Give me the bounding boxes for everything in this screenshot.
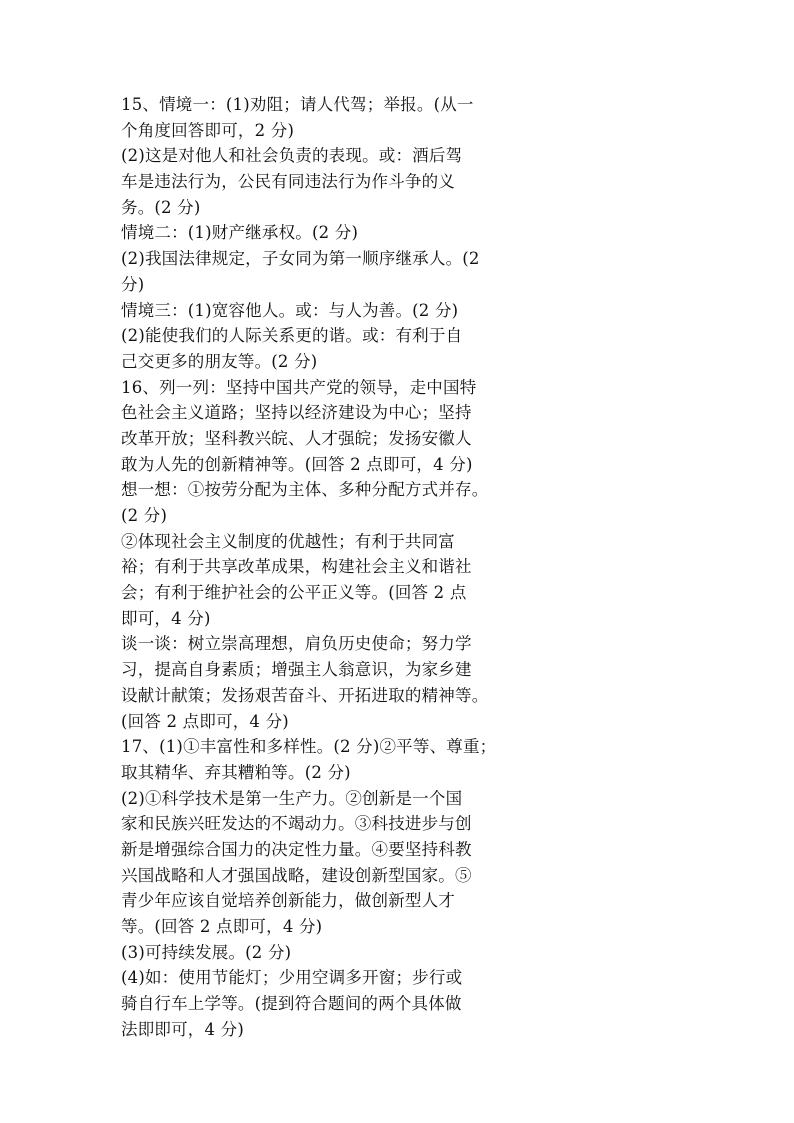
text-line: 青少年应该自觉培养创新能力，做创新型人才: [121, 891, 455, 911]
answer-text-block: [121, 92, 497, 1042]
text-line: (2)这是对他人和社会负责的表现。或：酒后驾: [121, 146, 463, 166]
text-line: 分): [121, 274, 145, 294]
text-line: 车是违法行为，公民有同违法行为作斗争的义: [121, 172, 455, 192]
text-line: 兴国战略和人才强国战略，建设创新型国家。⑤: [121, 865, 472, 885]
text-line: 17、(1)①丰富性和多样性。(2 分)②平等、尊重；: [121, 737, 497, 757]
text-line: (2 分): [121, 506, 168, 525]
text-line: 敢为人先的创新精神等。(回答 2 点即可，4 分): [121, 454, 473, 474]
text-line: 骑自行车上学等。(提到符合题间的两个具体做: [121, 994, 462, 1014]
text-line: 取其精华、弃其糟粕等。(2 分): [121, 762, 351, 782]
text-line: 裕；有利于共享改革成果，构建社会主义和谐社: [121, 557, 472, 577]
text-line: 务。(2 分): [121, 197, 201, 217]
text-line: (3)可持续发展。(2 分): [121, 942, 292, 962]
text-line: 谈一谈：树立崇高理想，肩负历史使命；努力学: [121, 634, 472, 654]
text-line: 想一想：①按劳分配为主体、多种分配方式并存。: [121, 480, 489, 500]
text-line: (2)能使我们的人际关系更的谐。或：有利于自: [121, 326, 463, 346]
text-line: 己交更多的朋友等。(2 分): [121, 351, 318, 371]
text-line: 改革开放；坚科教兴皖、人才强皖；发扬安徽人: [121, 428, 472, 448]
text-line: 色社会主义道路；坚持以经济建设为中心；坚持: [121, 403, 472, 423]
text-line: 15、情境一：(1)劝阻；请人代驾；举报。(从一: [121, 95, 474, 114]
text-line: (2)我国法律规定，子女同为第一顺序继承人。(2: [121, 249, 480, 269]
text-line: (4)如：使用节能灯；少用空调多开窗；步行或: [121, 968, 463, 988]
text-line: 习，提高自身素质；增强主人翁意识，为家乡建: [121, 660, 472, 680]
text-line: ②体现社会主义制度的优越性；有利于共同富: [121, 531, 455, 551]
text-line: 个角度回答即可，2 分): [121, 120, 295, 140]
text-line: (2)①科学技术是第一生产力。②创新是一个国: [121, 788, 463, 808]
text-line: 即可，4 分): [121, 608, 211, 628]
text-line: 16、列一列：坚持中国共产党的领导，走中国特: [121, 377, 477, 397]
text-line: 会；有利于维护社会的公平正义等。(回答 2 点: [121, 583, 467, 603]
text-line: 新是增强综合国力的决定性力量。④要坚持科教: [121, 839, 472, 859]
text-line: 等。(回答 2 点即可，4 分): [121, 917, 323, 936]
text-line: 家和民族兴旺发达的不竭动力。③科技进步与创: [121, 814, 472, 834]
text-line: 设献计献策；发扬艰苦奋斗、开拓进取的精神等。: [121, 685, 489, 705]
text-line: (回答 2 点即可，4 分): [121, 711, 289, 731]
text-line: 法即即可，4 分): [121, 1019, 244, 1039]
text-line: 情境二：(1)财产继承权。(2 分): [121, 223, 359, 243]
text-line: 情境三：(1)宽容他人。或：与人为善。(2 分): [121, 300, 459, 320]
